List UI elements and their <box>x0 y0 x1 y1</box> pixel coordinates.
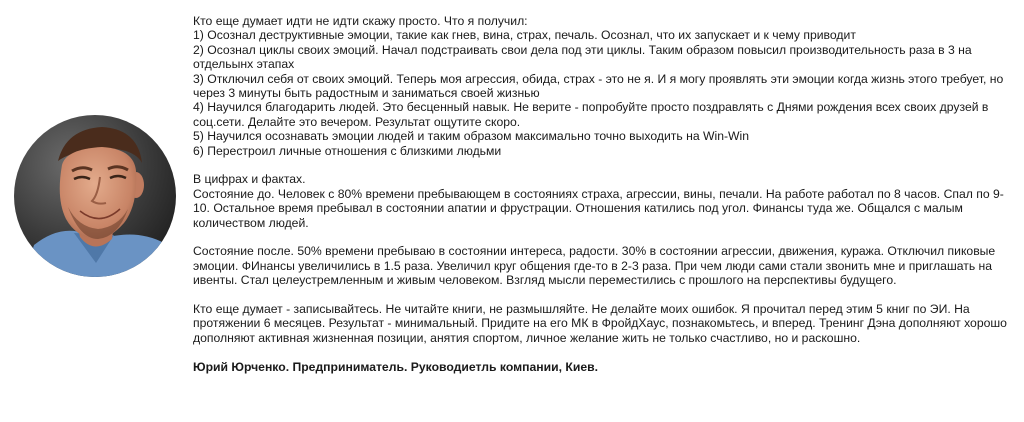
testimonial-intro: Кто еще думает идти не идти скажу просто. Что я получил: <box>193 14 528 28</box>
testimonial-text <box>193 14 1015 374</box>
paragraph-spacer <box>193 158 1015 172</box>
paragraph-spacer <box>193 345 1015 359</box>
paragraph-spacer <box>193 288 1015 302</box>
result-item: 3) Отключил себя от своих эмоций. Теперь моя агрессия, обида, страх - это не я. И я могу проявлять эти эмоции когда жизнь этого требует, но через 3 минуты быть радостным и заниматься своей жизнью <box>193 71 1004 101</box>
conclusion-paragraph: Кто еще думает - записывайтесь. Не читайте книги, не размышляйте. Не делайте моих ошибок. Я прочитал перед этим 5 книг по ЭИ. На протяжении 6 месяцев. Результат - минимальный. Придите на его МК в ФройдХаус, познакомьтесь, и вперед. Тренинг Дэна дополняют хорошо дополняют активная жизненная позиции, анятия спортом, личное желание жить не только счастливо, но и раскошно. <box>193 302 1007 345</box>
paragraph-spacer <box>193 230 1015 244</box>
author-portrait-image <box>14 115 176 277</box>
result-item: 6) Перестроил личные отношения с близкими людьми <box>193 143 502 158</box>
state-before-paragraph: Состояние до. Человек с 80% времени пребывающем в состояниях страха, агрессии, вины, печали. На работе работал по 8 часов. Спал по 9-10. Остальное время пребывал в состоянии апатии и фрустрации. Отношения катились под угол. Финансы туда же. Общался с малым количеством людей. <box>193 186 1004 230</box>
result-item: 2) Осознал циклы своих эмоций. Начал подстраивать свои дела под эти циклы. Таким образом повысил производительность раза в 3 на отдельынх этапах <box>193 42 972 72</box>
state-after-paragraph: Состояние после. 50% времени пребываю в состоянии интереса, радости. 30% в состоянии агрессии, движения, куража. Отключил пиковые эмоции. ФИнансы увеличились в 1.5 раза. Увеличил круг общения где-то в 2-3 раза. При чем люди сами стали звонить мне и приглашать на ивенты. Стал целеустремленным и живым человеком. Взгляд мысли переместились с прошлого на перспективы будущего. <box>193 244 996 288</box>
author-photo <box>14 115 176 277</box>
author-signature: Юрий Юрченко. Предприниматель. Руководиетль компании, Киев. <box>193 359 598 374</box>
facts-heading: В цифрах и фактах. <box>193 172 306 187</box>
result-item: 4) Научился благодарить людей. Это бесценный навык. Не верите - попробуйте просто поздравлять с Днями рождения всех своих друзей в соц.сети. Делайте это вечером. Результат ощутите скоро. <box>193 100 989 129</box>
result-item: 5) Научился осознавать эмоции людей и таким образом максимально точно выходить на Win-Win <box>193 129 750 144</box>
result-item: 1) Осознал деструктивные эмоции, такие как гнев, вина, страх, печаль. Осознал, что их запускает и к чему приводит <box>193 28 856 43</box>
